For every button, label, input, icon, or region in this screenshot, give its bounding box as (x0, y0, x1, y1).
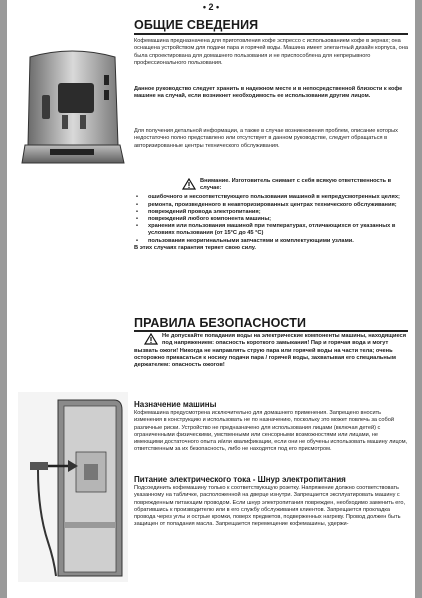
warning-triangle-icon (144, 333, 158, 345)
page-number: • 2 • (202, 2, 220, 12)
safety-warning-text: Не допускайте попадания воды на электрические компоненты машины, находящиеся под напряжением: опасность короткого замыкания! Пар и горячая вода и могут вызвать ожоги! Никогда не направлять струю пара или горячей воды на части тела; очень осторожно прикасаться к носику подачи пара / горячей воды, захватывая его специальным держателем: опасность ожогов! (134, 333, 407, 369)
warning-triangle-icon (182, 178, 196, 190)
list-item: • повреждений провода электропитания; (134, 209, 408, 216)
safety-warning (134, 333, 408, 369)
section-divider (134, 33, 408, 35)
list-item: • ремонта, произведенного в неавторизированных центрах технического обслуживания; (134, 202, 408, 209)
coffee-machine-illustration (20, 45, 125, 175)
section-title-general: ОБЩИЕ СВЕДЕНИЯ (134, 18, 259, 32)
list-item: • ошибочного и несоответствующего пользования машиной в непредусмотренных целях; (134, 194, 408, 201)
power-plug-illustration (18, 392, 128, 582)
power-heading: Питание электрического тока - Шнур электропитания (134, 475, 346, 484)
list-item: • повреждений любого компонента машины; (134, 216, 408, 223)
warranty-note: В этих случаях гарантия теряет свою силу. (134, 244, 257, 251)
purpose-heading: Назначение машины (134, 400, 217, 409)
general-paragraph-3: Для получения детальной информации, а также в случае возникновения проблем, описание которых недостаточно полно представлено или отсутствует в данном руководстве, следует обращаться в авторизированные центры технического обслуживания. (134, 128, 398, 149)
general-paragraph-2: Данное руководство следует хранить в надежном месте и в непосредственной близости к кофе машине на случай, если возникнет необходимость ее использования другим лицом. (134, 86, 403, 100)
power-paragraph: Подсоединить кофемашину только к соответствующую розетку. Напряжение должно соответствовать указанному на табличке, расположенной на дверце изнутри. Запрещается эксплуатировать машину с поврежденным питающим проводом. Если шнур электропитания поврежден, необходимо заменить его, обратившись к производителю или в его службу обслуживания клиентов. Запрещается прокладка провода через углы и острые кромки, поверх предметов, подверженных нагреву. Провод должен быть защищен от попадания масла. Запрещается перемещение кофемашины, удержи- (134, 485, 405, 528)
list-item: • пользования неоригинальными запчастями и комплектующими узлами. (134, 238, 408, 245)
liability-warning (134, 178, 408, 252)
section-title-safety: ПРАВИЛА БЕЗОПАСНОСТИ (134, 316, 307, 330)
general-paragraph-1: Кофемашина предназначена для приготовления кофе эспрессо с использованием кофе в зернах; она оснащена устройством для подачи пара и горячей воды. Машина имеет элегантный дизайн корпуса, она была спроектирована для домашнего пользования и не приспособлена для непрерывного профессионального пользования. (134, 38, 408, 66)
list-item: • хранения или пользования машиной при температурах, отличающихся от указанных в условиях пользования (от 15°С до 45 °С) (134, 223, 408, 237)
purpose-paragraph: Кофемашина предусмотрена исключительно для домашнего применения. Запрещено вносить изменения в конструкцию и использовать не по назначению, поскольку это может повлечь за собой различные риски. Устройство не предназначено для использования лицами (включая детей) с ограниченными физическими, умственными или сенсорными возможностями или лицами, не имеющими достаточного опыта и/или квалификации, если они не обучены использовать машину лицом, ответственным за их безопасность, либо не находятся под его присмотром. (134, 410, 408, 453)
section-divider (134, 330, 408, 332)
liability-list (134, 194, 408, 244)
right-margin-stripe (415, 0, 422, 598)
left-margin-stripe (0, 0, 7, 598)
warning-heading: Внимание. Изготовитель снимает с себя всякую ответственность в случае: (200, 178, 392, 192)
